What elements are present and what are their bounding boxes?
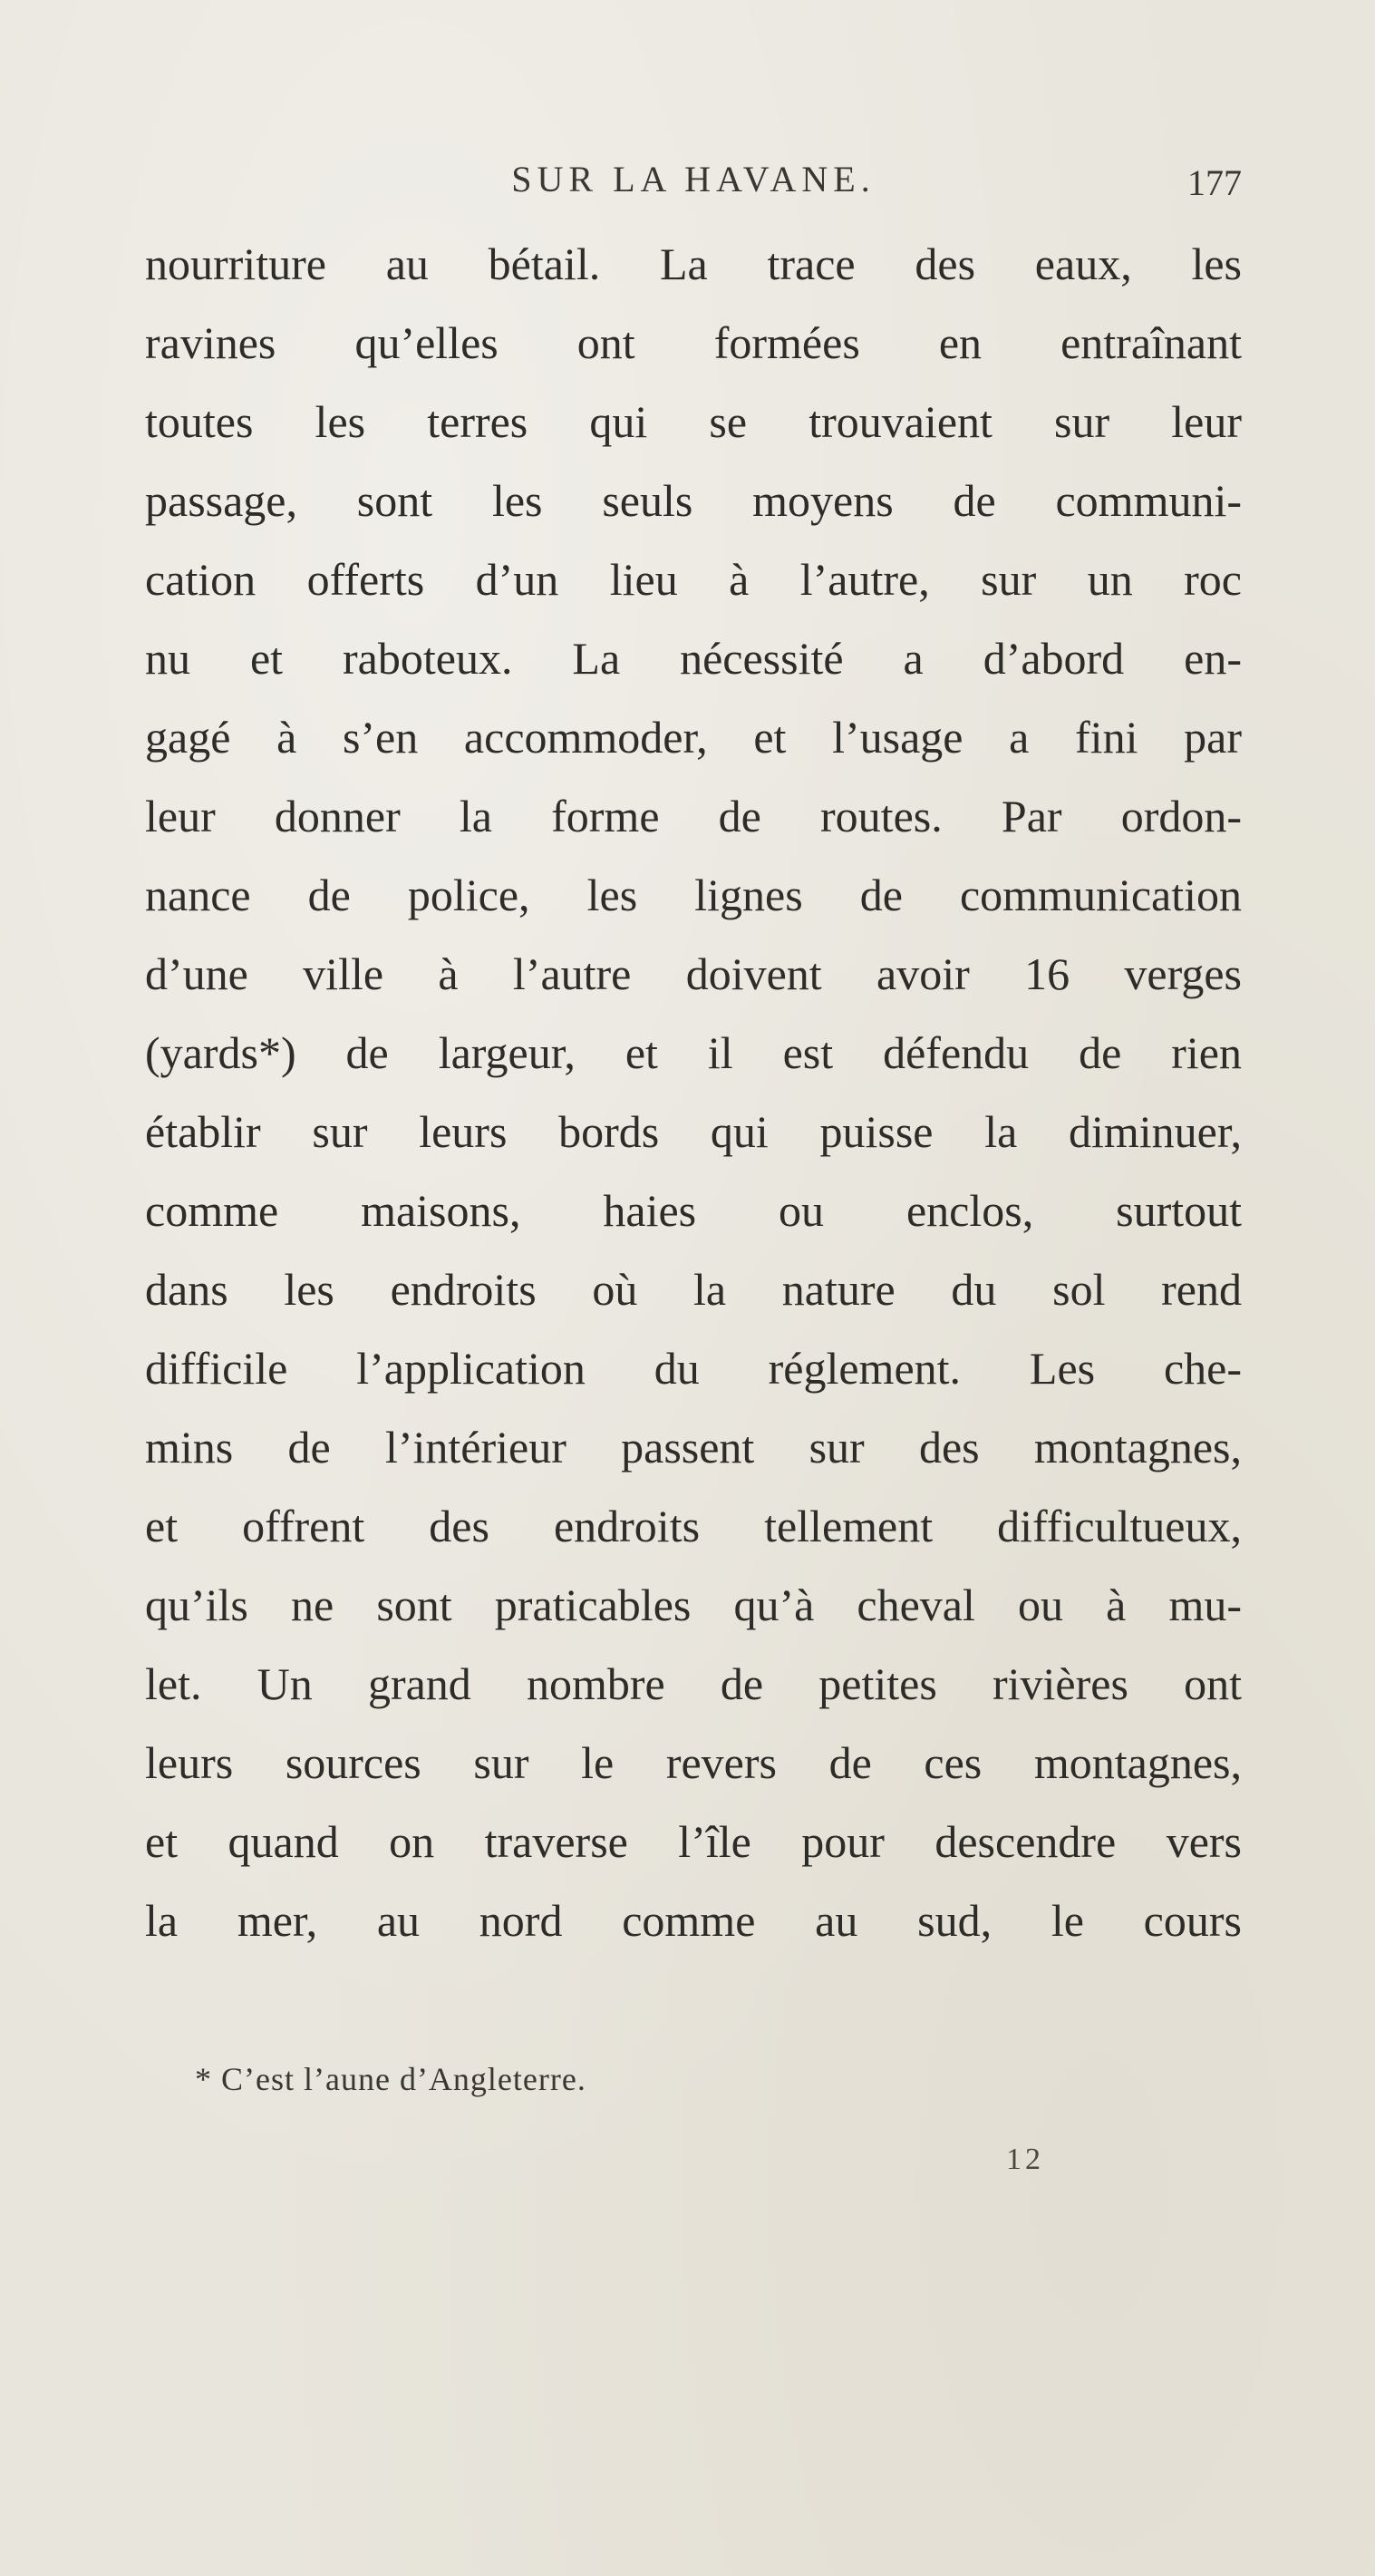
text-line: nance de police, les lignes de communication <box>145 870 1242 920</box>
text-line: établir sur leurs bords qui puisse la diminuer, <box>145 1106 1242 1157</box>
page-number: 177 <box>1187 162 1242 203</box>
text-line: cation offerts d’un lieu à l’autre, sur un roc <box>145 554 1242 605</box>
text-line: toutes les terres qui se trouvaient sur leur <box>145 396 1242 447</box>
text-line: comme maisons, haies ou enclos, surtout <box>145 1185 1242 1236</box>
text-line: la mer, au nord comme au sud, le cours <box>145 1895 1242 1946</box>
text-line: et offrent des endroits tellement difficultueux, <box>145 1501 1242 1551</box>
footnote: * C’est l’aune d’Angleterre. <box>195 2061 586 2097</box>
text-line: (yards*) de largeur, et il est défendu de rien <box>145 1027 1242 1078</box>
body-text <box>145 225 1242 1960</box>
text-line: nourriture au bétail. La trace des eaux, les <box>145 238 1242 289</box>
text-line: et quand on traverse l’île pour descendre vers <box>145 1816 1242 1867</box>
running-title: SUR LA HAVANE. <box>511 159 876 199</box>
text-line: nu et raboteux. La nécessité a d’abord en- <box>145 633 1242 684</box>
text-line: leur donner la forme de routes. Par ordon- <box>145 791 1242 841</box>
running-head <box>145 154 1242 209</box>
text-line: gagé à s’en accommoder, et l’usage a fini par <box>145 712 1242 763</box>
signature-mark: 12 <box>1006 2143 1044 2176</box>
text-line: dans les endroits où la nature du sol rend <box>145 1264 1242 1315</box>
text-line: qu’ils ne sont praticables qu’à cheval ou à mu- <box>145 1580 1242 1630</box>
text-line: let. Un grand nombre de petites rivières ont <box>145 1658 1242 1709</box>
text-line: leurs sources sur le revers de ces montagnes, <box>145 1737 1242 1788</box>
text-line: passage, sont les seuls moyens de communi- <box>145 475 1242 526</box>
text-line: mins de l’intérieur passent sur des montagnes, <box>145 1422 1242 1473</box>
text-line: difficile l’application du réglement. Les che- <box>145 1343 1242 1394</box>
text-line: d’une ville à l’autre doivent avoir 16 verges <box>145 948 1242 999</box>
text-line: ravines qu’elles ont formées en entraînant <box>145 317 1242 368</box>
